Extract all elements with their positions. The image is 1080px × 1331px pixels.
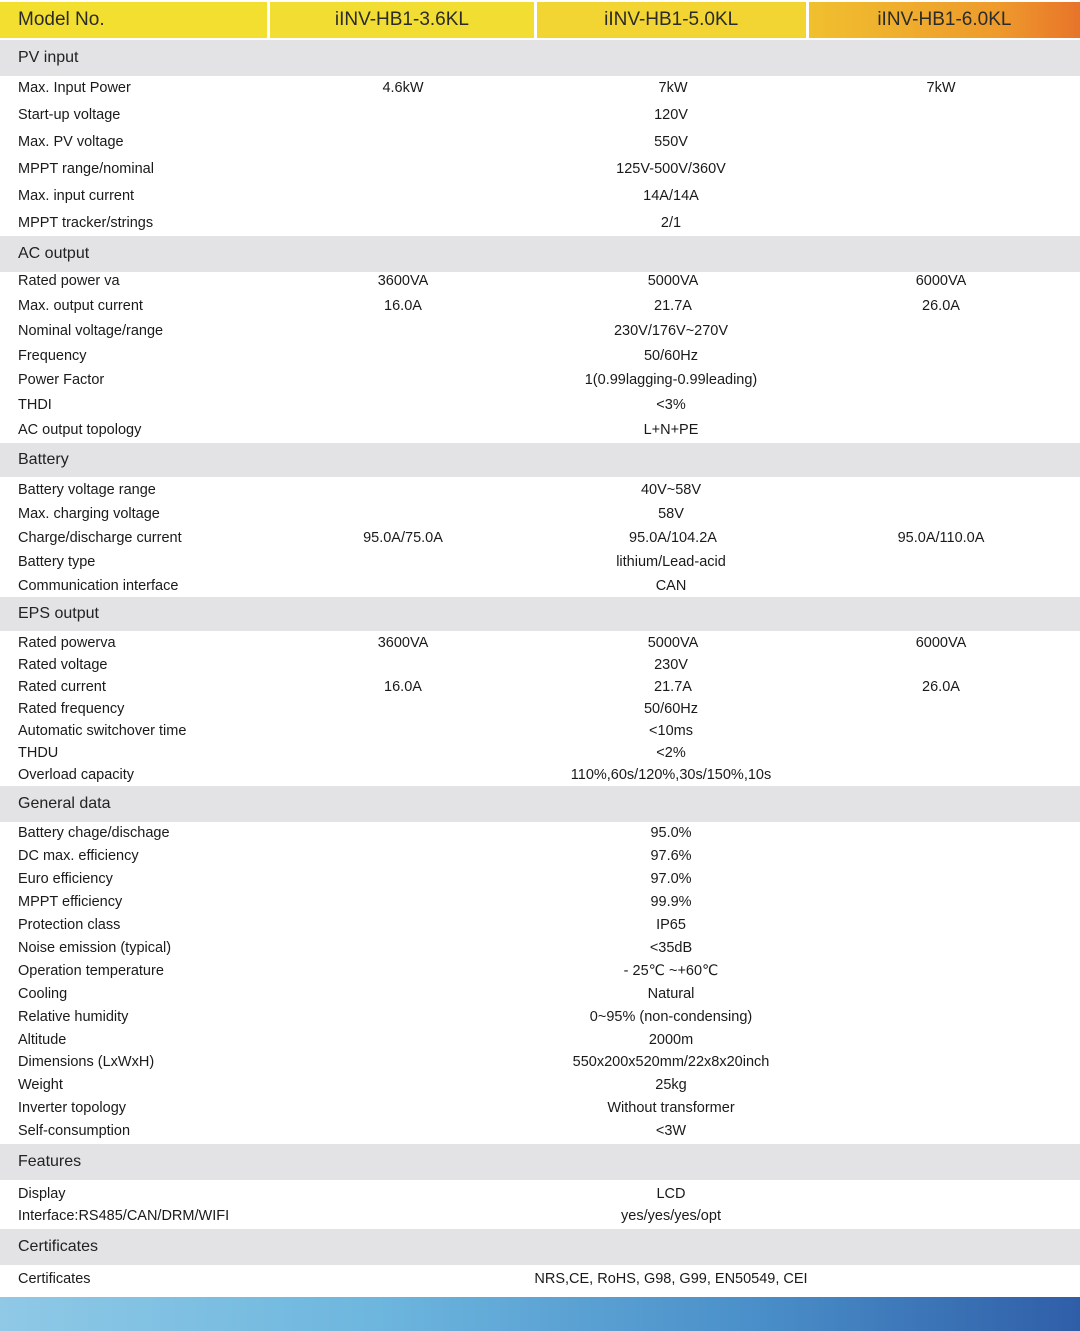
row-label: Battery chage/dischage <box>18 825 170 841</box>
row-value-all-models: L+N+PE <box>643 422 699 438</box>
row-label: Weight <box>18 1077 63 1093</box>
row-label: Battery type <box>18 554 96 570</box>
row-value-6-0kl: 26.0A <box>922 298 960 314</box>
row-value-6-0kl: 6000VA <box>915 635 967 651</box>
row-label: Max. charging voltage <box>18 506 160 522</box>
row-value-all-models: <10ms <box>649 723 693 739</box>
row-value-all-models: 1(0.99lagging-0.99leading) <box>584 372 758 388</box>
row-label: Euro efficiency <box>18 871 113 887</box>
row-value-all-models: Natural <box>647 986 695 1002</box>
row-label: Overload capacity <box>18 767 135 783</box>
row-label: Certificates <box>18 1271 91 1287</box>
row-value-3-6kl: 95.0A/75.0A <box>363 530 443 546</box>
row-label: Self-consumption <box>18 1123 131 1139</box>
row-label: Inverter topology <box>18 1100 127 1116</box>
row-value-all-models: - 25℃ ~+60℃ <box>623 963 719 979</box>
row-value-all-models: 120V <box>654 107 688 123</box>
section-certificates: Certificates <box>0 1229 1080 1265</box>
row-value-all-models: 58V <box>658 506 684 522</box>
row-value-5-0kl: 21.7A <box>654 298 692 314</box>
row-label: Communication interface <box>18 578 179 594</box>
row-label: Charge/discharge current <box>18 530 182 546</box>
header-model-label: Model No. <box>0 2 267 38</box>
row-label: Relative humidity <box>18 1009 129 1025</box>
row-label: Max. output current <box>18 298 143 314</box>
section-general: General data <box>0 786 1080 822</box>
row-label: MPPT tracker/strings <box>18 215 154 231</box>
row-value-all-models: 97.0% <box>650 871 692 887</box>
section-ac: AC output <box>0 236 1080 272</box>
row-label: Noise emission (typical) <box>18 940 172 956</box>
row-label: Cooling <box>18 986 68 1002</box>
footer-bar <box>0 1297 1080 1331</box>
row-value-all-models: 99.9% <box>650 894 692 910</box>
row-value-all-models: 2000m <box>648 1032 694 1048</box>
row-label: Automatic switchover time <box>18 723 187 739</box>
row-label: Start-up voltage <box>18 107 121 123</box>
section-features: Features <box>0 1144 1080 1180</box>
row-label: Max. Input Power <box>18 80 131 96</box>
row-label: Altitude <box>18 1032 67 1048</box>
header-model-6-0kl: iINV-HB1-6.0KL <box>809 2 1080 38</box>
row-label: Power Factor <box>18 372 105 388</box>
row-value-all-models: yes/yes/yes/opt <box>621 1208 721 1224</box>
row-value-6-0kl: 6000VA <box>915 273 967 289</box>
row-value-5-0kl: 21.7A <box>654 679 692 695</box>
row-value-all-models: 550V <box>654 134 688 150</box>
row-value-all-models: 97.6% <box>650 848 692 864</box>
row-value-all-models: 40V~58V <box>640 482 702 498</box>
row-label: Rated power va <box>18 273 120 289</box>
row-value-3-6kl: 16.0A <box>384 298 422 314</box>
row-value-5-0kl: 5000VA <box>647 273 699 289</box>
row-value-3-6kl: 3600VA <box>377 635 429 651</box>
row-label: DC max. efficiency <box>18 848 139 864</box>
row-label: Rated powerva <box>18 635 116 651</box>
row-label: Rated current <box>18 679 106 695</box>
row-value-all-models: 50/60Hz <box>643 701 698 717</box>
row-value-3-6kl: 16.0A <box>384 679 422 695</box>
spec-table-header <box>0 0 1080 40</box>
row-label: THDU <box>18 745 59 761</box>
row-label: Max. input current <box>18 188 135 204</box>
row-value-all-models: NRS,CE, RoHS, G98, G99, EN50549, CEI <box>534 1271 808 1287</box>
section-pv: PV input <box>0 40 1080 76</box>
row-value-3-6kl: 4.6kW <box>382 80 424 96</box>
row-label: Rated voltage <box>18 657 108 673</box>
row-value-all-models: 125V-500V/360V <box>616 161 726 177</box>
row-value-all-models: <35dB <box>649 940 693 956</box>
row-value-all-models: Without transformer <box>607 1100 735 1116</box>
row-value-6-0kl: 95.0A/110.0A <box>897 530 985 546</box>
row-value-5-0kl: 7kW <box>658 80 688 96</box>
row-label: Rated frequency <box>18 701 125 717</box>
row-label: Operation temperature <box>18 963 164 979</box>
row-label: Dimensions (LxWxH) <box>18 1054 155 1070</box>
row-value-all-models: 550x200x520mm/22x8x20inch <box>572 1054 770 1070</box>
row-label: Protection class <box>18 917 121 933</box>
row-value-all-models: 14A/14A <box>643 188 699 204</box>
row-label: Display <box>18 1186 66 1202</box>
row-value-all-models: <2% <box>656 745 686 761</box>
row-value-all-models: 2/1 <box>660 215 682 231</box>
header-model-3-6kl: iINV-HB1-3.6KL <box>270 2 533 38</box>
row-value-5-0kl: 95.0A/104.2A <box>629 530 717 546</box>
row-value-all-models: lithium/Lead-acid <box>616 554 726 570</box>
row-value-all-models: 110%,60s/120%,30s/150%,10s <box>570 767 772 783</box>
row-value-all-models: 0~95% (non-condensing) <box>589 1009 753 1025</box>
section-battery: Battery <box>0 443 1080 477</box>
section-eps: EPS output <box>0 597 1080 631</box>
row-value-all-models: 95.0% <box>650 825 692 841</box>
row-label: Max. PV voltage <box>18 134 124 150</box>
row-label: Interface:RS485/CAN/DRM/WIFI <box>18 1208 230 1224</box>
row-value-all-models: LCD <box>656 1186 686 1202</box>
row-label: MPPT range/nominal <box>18 161 154 177</box>
row-value-3-6kl: 3600VA <box>377 273 429 289</box>
row-label: Frequency <box>18 348 87 364</box>
row-value-5-0kl: 5000VA <box>647 635 699 651</box>
row-label: Battery voltage range <box>18 482 156 498</box>
row-value-6-0kl: 26.0A <box>922 679 960 695</box>
header-model-5-0kl: iINV-HB1-5.0KL <box>537 2 806 38</box>
row-label: MPPT efficiency <box>18 894 123 910</box>
row-value-all-models: IP65 <box>656 917 686 933</box>
row-label: AC output topology <box>18 422 142 438</box>
row-value-all-models: 50/60Hz <box>643 348 698 364</box>
row-label: Nominal voltage/range <box>18 323 164 339</box>
row-value-all-models: 230V/176V~270V <box>613 323 729 339</box>
row-value-all-models: 230V <box>654 657 688 673</box>
row-value-all-models: 25kg <box>655 1077 687 1093</box>
row-value-6-0kl: 7kW <box>926 80 956 96</box>
row-label: THDI <box>18 397 52 413</box>
row-value-all-models: <3% <box>656 397 686 413</box>
row-value-all-models: <3W <box>655 1123 687 1139</box>
row-value-all-models: CAN <box>655 578 687 594</box>
